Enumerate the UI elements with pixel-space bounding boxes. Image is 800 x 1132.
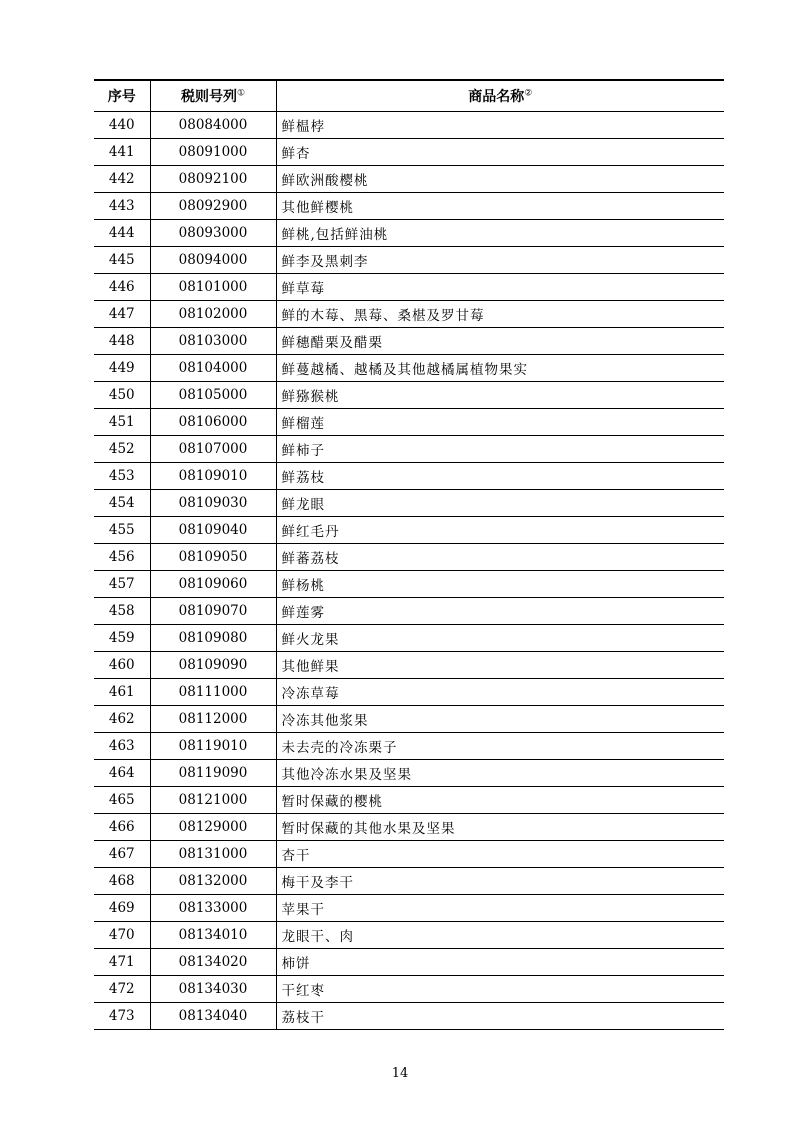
header-name <box>276 80 724 112</box>
tariff-code-cell: 08134010 <box>150 922 276 949</box>
seq-cell: 454 <box>94 490 150 517</box>
table-row <box>94 355 724 382</box>
seq-cell: 469 <box>94 895 150 922</box>
product-name-cell: 苹果干 <box>276 895 724 922</box>
tariff-code-cell: 08105000 <box>150 382 276 409</box>
table-row <box>94 247 724 274</box>
table-row <box>94 895 724 922</box>
seq-cell: 457 <box>94 571 150 598</box>
product-name-cell: 鲜柿子 <box>276 436 724 463</box>
header-code-footnote-mark: ① <box>236 88 246 99</box>
product-name-cell: 其他冷冻水果及坚果 <box>276 760 724 787</box>
table-row <box>94 166 724 193</box>
product-name-cell: 干红枣 <box>276 976 724 1003</box>
table-row <box>94 409 724 436</box>
tariff-code-cell: 08102000 <box>150 301 276 328</box>
seq-cell: 445 <box>94 247 150 274</box>
table-row <box>94 679 724 706</box>
header-seq-label: 序号 <box>107 89 136 105</box>
table-row <box>94 112 724 139</box>
tariff-code-cell: 08092100 <box>150 166 276 193</box>
product-name-cell: 鲜草莓 <box>276 274 724 301</box>
seq-cell: 440 <box>94 112 150 139</box>
product-name-cell: 未去壳的冷冻栗子 <box>276 733 724 760</box>
tariff-code-cell: 08129000 <box>150 814 276 841</box>
table-row <box>94 1003 724 1030</box>
product-name-cell: 龙眼干、肉 <box>276 922 724 949</box>
table-row <box>94 733 724 760</box>
product-name-cell: 鲜火龙果 <box>276 625 724 652</box>
seq-cell: 461 <box>94 679 150 706</box>
tariff-code-cell: 08103000 <box>150 328 276 355</box>
seq-cell: 466 <box>94 814 150 841</box>
header-code <box>150 80 276 112</box>
product-name-cell: 鲜荔枝 <box>276 463 724 490</box>
table-header-row <box>94 80 724 112</box>
seq-cell: 459 <box>94 625 150 652</box>
table-row <box>94 868 724 895</box>
product-name-cell: 鲜龙眼 <box>276 490 724 517</box>
seq-cell: 453 <box>94 463 150 490</box>
tariff-code-cell: 08106000 <box>150 409 276 436</box>
product-name-cell: 荔枝干 <box>276 1003 724 1030</box>
seq-cell: 455 <box>94 517 150 544</box>
seq-cell: 447 <box>94 301 150 328</box>
table-row <box>94 571 724 598</box>
table-row <box>94 328 724 355</box>
table-row <box>94 787 724 814</box>
tariff-code-cell: 08109050 <box>150 544 276 571</box>
product-name-cell: 柿饼 <box>276 949 724 976</box>
table-row <box>94 463 724 490</box>
table-row <box>94 517 724 544</box>
product-name-cell: 梅干及李干 <box>276 868 724 895</box>
header-code-label: 税则号列 <box>180 89 237 105</box>
tariff-code-cell: 08121000 <box>150 787 276 814</box>
product-name-cell: 暂时保藏的其他水果及坚果 <box>276 814 724 841</box>
product-name-cell: 鲜李及黑刺李 <box>276 247 724 274</box>
product-name-cell: 冷冻其他浆果 <box>276 706 724 733</box>
table-row <box>94 436 724 463</box>
tariff-code-cell: 08119010 <box>150 733 276 760</box>
product-name-cell: 鲜桃,包括鲜油桃 <box>276 220 724 247</box>
table-row <box>94 814 724 841</box>
product-name-cell: 鲜杏 <box>276 139 724 166</box>
seq-cell: 443 <box>94 193 150 220</box>
header-seq <box>94 80 150 112</box>
product-name-cell: 鲜蕃荔枝 <box>276 544 724 571</box>
tariff-code-cell: 08109060 <box>150 571 276 598</box>
table-row <box>94 976 724 1003</box>
table-row <box>94 841 724 868</box>
tariff-code-cell: 08112000 <box>150 706 276 733</box>
table-row <box>94 274 724 301</box>
seq-cell: 472 <box>94 976 150 1003</box>
seq-cell: 441 <box>94 139 150 166</box>
seq-cell: 456 <box>94 544 150 571</box>
seq-cell: 446 <box>94 274 150 301</box>
product-name-cell: 杏干 <box>276 841 724 868</box>
tariff-code-cell: 08107000 <box>150 436 276 463</box>
product-name-cell: 鲜红毛丹 <box>276 517 724 544</box>
product-name-cell: 鲜榴莲 <box>276 409 724 436</box>
seq-cell: 462 <box>94 706 150 733</box>
tariff-code-cell: 08131000 <box>150 841 276 868</box>
tariff-code-cell: 08104000 <box>150 355 276 382</box>
seq-cell: 451 <box>94 409 150 436</box>
tariff-code-cell: 08109090 <box>150 652 276 679</box>
seq-cell: 449 <box>94 355 150 382</box>
table-row <box>94 760 724 787</box>
seq-cell: 471 <box>94 949 150 976</box>
tariff-code-cell: 08109010 <box>150 463 276 490</box>
product-name-cell: 鲜莲雾 <box>276 598 724 625</box>
seq-cell: 470 <box>94 922 150 949</box>
product-name-cell: 鲜杨桃 <box>276 571 724 598</box>
tariff-code-cell: 08084000 <box>150 112 276 139</box>
seq-cell: 467 <box>94 841 150 868</box>
tariff-code-cell: 08134030 <box>150 976 276 1003</box>
header-name-label: 商品名称 <box>468 89 525 105</box>
tariff-code-cell: 08133000 <box>150 895 276 922</box>
page-number: 14 <box>391 1066 409 1081</box>
seq-cell: 450 <box>94 382 150 409</box>
table-row <box>94 652 724 679</box>
product-name-cell: 暂时保藏的樱桃 <box>276 787 724 814</box>
tariff-code-cell: 08109040 <box>150 517 276 544</box>
tariff-code-cell: 08109080 <box>150 625 276 652</box>
table-row <box>94 625 724 652</box>
tariff-code-cell: 08111000 <box>150 679 276 706</box>
table-row <box>94 193 724 220</box>
product-name-cell: 鲜榅桲 <box>276 112 724 139</box>
tariff-code-cell: 08119090 <box>150 760 276 787</box>
tariff-code-cell: 08109070 <box>150 598 276 625</box>
seq-cell: 442 <box>94 166 150 193</box>
product-name-cell: 鲜欧洲酸樱桃 <box>276 166 724 193</box>
table-row <box>94 220 724 247</box>
seq-cell: 458 <box>94 598 150 625</box>
table-row <box>94 139 724 166</box>
tariff-table <box>94 79 724 1030</box>
seq-cell: 460 <box>94 652 150 679</box>
tariff-code-cell: 08134020 <box>150 949 276 976</box>
tariff-code-cell: 08094000 <box>150 247 276 274</box>
seq-cell: 468 <box>94 868 150 895</box>
product-name-cell: 鲜穗醋栗及醋栗 <box>276 328 724 355</box>
tariff-code-cell: 08109030 <box>150 490 276 517</box>
tariff-code-cell: 08092900 <box>150 193 276 220</box>
table-body <box>94 112 724 1030</box>
seq-cell: 464 <box>94 760 150 787</box>
tariff-code-cell: 08132000 <box>150 868 276 895</box>
product-name-cell: 鲜蔓越橘、越橘及其他越橘属植物果实 <box>276 355 724 382</box>
table-row <box>94 301 724 328</box>
product-name-cell: 冷冻草莓 <box>276 679 724 706</box>
table-row <box>94 949 724 976</box>
table-row <box>94 382 724 409</box>
table-row <box>94 922 724 949</box>
table-row <box>94 706 724 733</box>
table-row <box>94 544 724 571</box>
seq-cell: 452 <box>94 436 150 463</box>
seq-cell: 448 <box>94 328 150 355</box>
product-name-cell: 鲜猕猴桃 <box>276 382 724 409</box>
tariff-code-cell: 08093000 <box>150 220 276 247</box>
tariff-code-cell: 08134040 <box>150 1003 276 1030</box>
seq-cell: 473 <box>94 1003 150 1030</box>
seq-cell: 444 <box>94 220 150 247</box>
seq-cell: 463 <box>94 733 150 760</box>
table-row <box>94 490 724 517</box>
table-row <box>94 598 724 625</box>
seq-cell: 465 <box>94 787 150 814</box>
product-name-cell: 其他鲜樱桃 <box>276 193 724 220</box>
product-name-cell: 其他鲜果 <box>276 652 724 679</box>
product-name-cell: 鲜的木莓、黑莓、桑椹及罗甘莓 <box>276 301 724 328</box>
header-name-footnote-mark: ② <box>524 88 533 99</box>
tariff-code-cell: 08101000 <box>150 274 276 301</box>
tariff-code-cell: 08091000 <box>150 139 276 166</box>
